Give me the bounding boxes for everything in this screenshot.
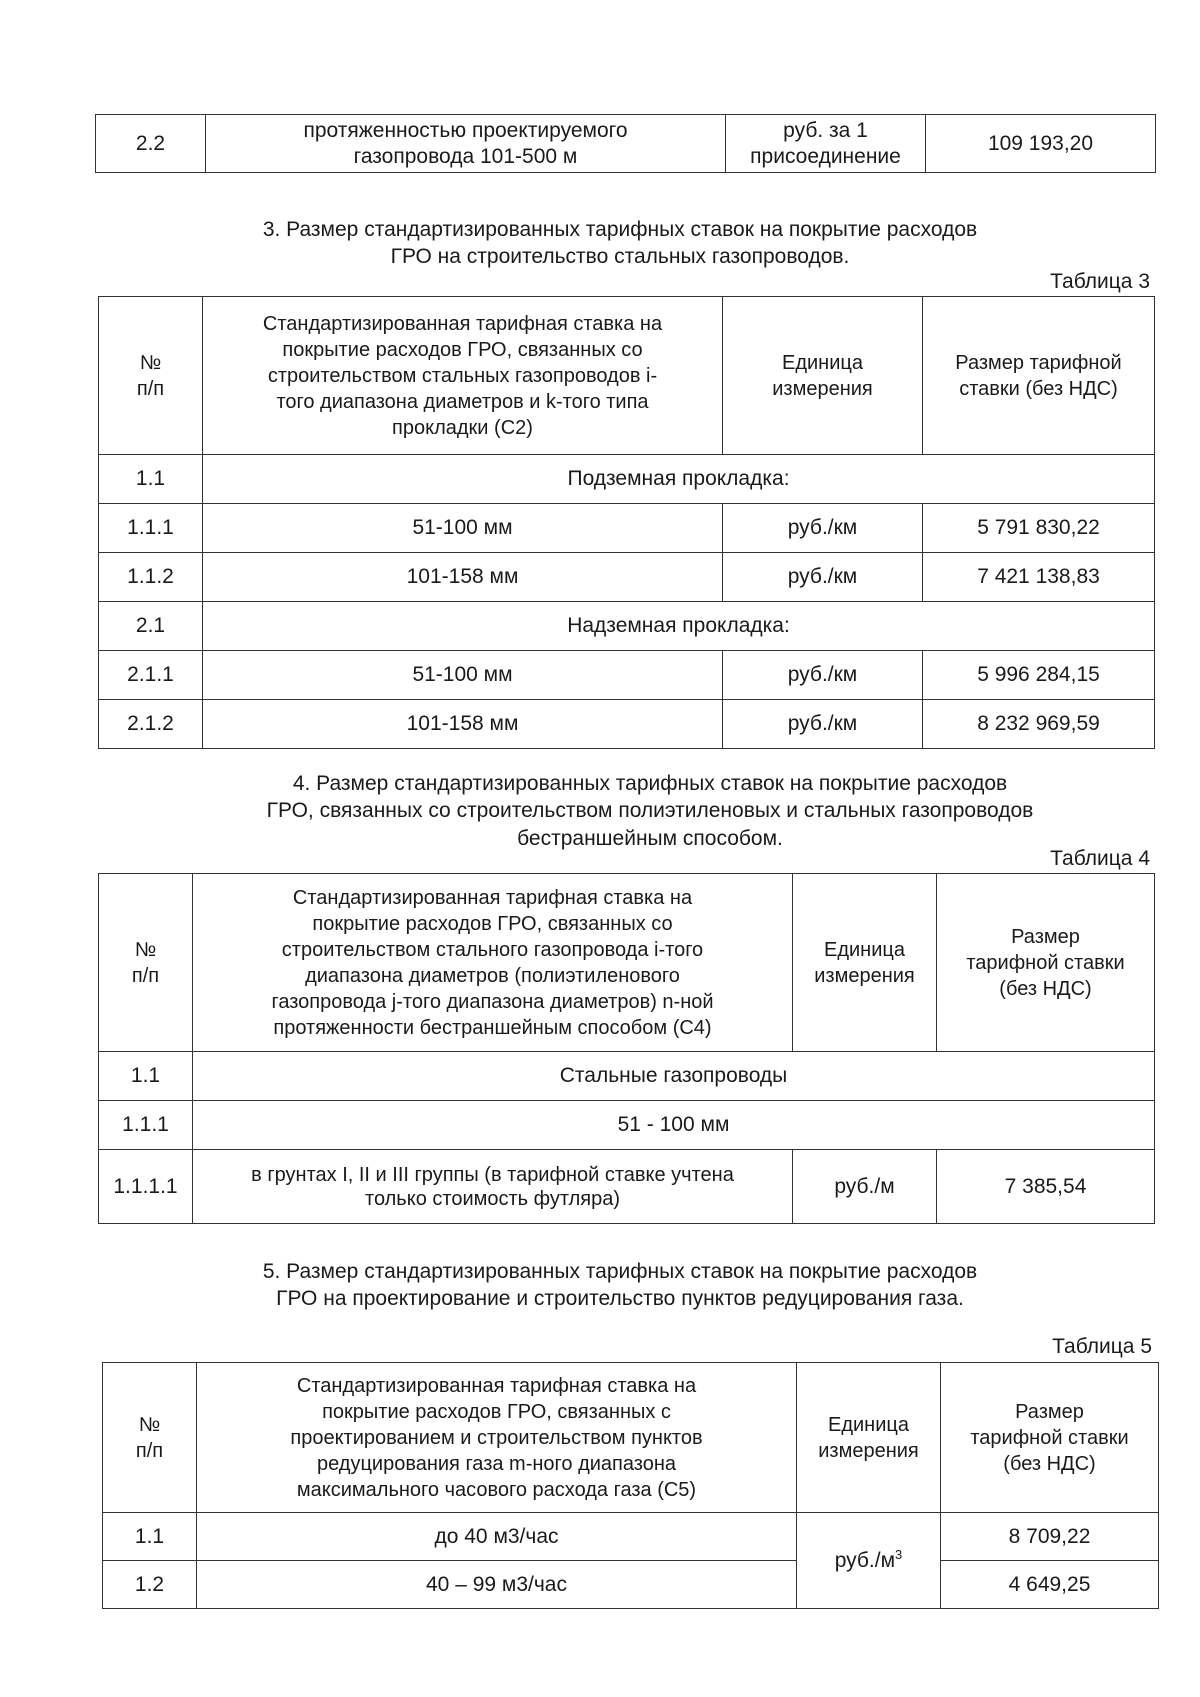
table-row [99,651,1155,700]
table-4-caption: Таблица 4 [1050,847,1150,870]
header-description: Стандартизированная тарифная ставка на покрытие расходов ГРО, связанных со строительством стальных газопроводов i- того диапазона диаметров и k-того типа прокладки (С2) [203,297,723,455]
section-3-heading: 3. Размер стандартизированных тарифных ставок на покрытие расходов ГРО на строительство стальных газопроводов. [262,218,978,269]
header-number: № п/п [99,297,203,455]
row-description: в грунтах I, II и III группы (в тарифной ставке учтена только стоимость футляра) [193,1150,793,1224]
row-number: 1.1.1 [99,504,203,553]
table-row [99,504,1155,553]
table-row [99,700,1155,749]
row-description: 40 – 99 м3/час [197,1561,797,1609]
row-description: до 40 м3/час [197,1513,797,1561]
row-section-title: Надземная прокладка: [203,602,1155,651]
header-rate: Размер тарифной ставки (без НДС) [937,874,1155,1052]
row-number: 1.2 [103,1561,197,1609]
row-value: 5 791 830,22 [923,504,1155,553]
table-header-row [103,1363,1159,1513]
table-row [96,115,1156,173]
table-section-row [99,1101,1155,1150]
row-description: 51-100 мм [203,651,723,700]
row-section-title: Стальные газопроводы [193,1052,1155,1101]
row-number: 1.1.1.1 [99,1150,193,1224]
row-section-title: 51 - 100 мм [193,1101,1155,1150]
row-unit: руб./км [723,504,923,553]
row-number: 1.1.1 [99,1101,193,1150]
row-unit: руб./км [723,700,923,749]
header-rate: Размер тарифной ставки (без НДС) [941,1363,1159,1513]
row-unit-shared: $руб./м^3$ [797,1513,941,1609]
row-number: 1.1.2 [99,553,203,602]
row-description: 101-158 мм [203,553,723,602]
table-2-continuation [95,114,1156,173]
row-description: протяженностью проектируемого газопровода 101-500 м [206,115,726,173]
row-unit: руб. за 1 присоединение [726,115,926,173]
header-unit: Единица измерения [723,297,923,455]
header-number: № п/п [103,1363,197,1513]
row-number: 1.1 [99,455,203,504]
row-unit: руб./км [723,651,923,700]
row-unit: руб./м [793,1150,937,1224]
row-value: 8 232 969,59 [923,700,1155,749]
table-3 [98,296,1155,749]
table-row [103,1561,1159,1609]
table-header-row [99,297,1155,455]
row-number: 2.1.2 [99,700,203,749]
table-5 [102,1362,1159,1609]
table-row [103,1513,1159,1561]
row-number: 2.1 [99,602,203,651]
table-section-row [99,455,1155,504]
row-section-title: Подземная прокладка: [203,455,1155,504]
row-value: 109 193,20 [926,115,1156,173]
table-4 [98,873,1155,1224]
row-value: 7 385,54 [937,1150,1155,1224]
section-4-heading: 4. Размер стандартизированных тарифных ставок на покрытие расходов ГРО, связанных со строительством полиэтиленовых и стальных газопроводов бестраншейным способом. [266,772,1034,850]
row-description: 51-100 мм [203,504,723,553]
table-section-row [99,1052,1155,1101]
row-value: 4 649,25 [941,1561,1159,1609]
row-value: 5 996 284,15 [923,651,1155,700]
row-number: 1.1 [99,1052,193,1101]
table-5-caption: Таблица 5 [1052,1335,1152,1358]
row-number: 1.1 [103,1513,197,1561]
table-row [99,1150,1155,1224]
row-number: 2.1.1 [99,651,203,700]
header-description: Стандартизированная тарифная ставка на покрытие расходов ГРО, связанных со строительством стального газопровода i-того диапазона диаметров (полиэтиленового газопровода j-того диапазона диаметров) n-ной протяженности бестраншейным способом (С4) [193,874,793,1052]
row-number: 2.2 [96,115,206,173]
row-value: 8 709,22 [941,1513,1159,1561]
row-description: 101-158 мм [203,700,723,749]
section-5-heading: 5. Размер стандартизированных тарифных ставок на покрытие расходов ГРО на проектирование и строительство пунктов редуцирования газа. [262,1260,978,1311]
header-unit: Единица измерения [797,1363,941,1513]
table-header-row [99,874,1155,1052]
row-unit: руб./км [723,553,923,602]
header-number: № п/п [99,874,193,1052]
table-3-caption: Таблица 3 [1050,270,1150,293]
table-section-row [99,602,1155,651]
header-rate: Размер тарифной ставки (без НДС) [923,297,1155,455]
header-description: Стандартизированная тарифная ставка на покрытие расходов ГРО, связанных с проектированием и строительством пунктов редуцирования газа m-ного диапазона максимального часового расхода газа (С5) [197,1363,797,1513]
table-row [99,553,1155,602]
header-unit: Единица измерения [793,874,937,1052]
row-value: 7 421 138,83 [923,553,1155,602]
